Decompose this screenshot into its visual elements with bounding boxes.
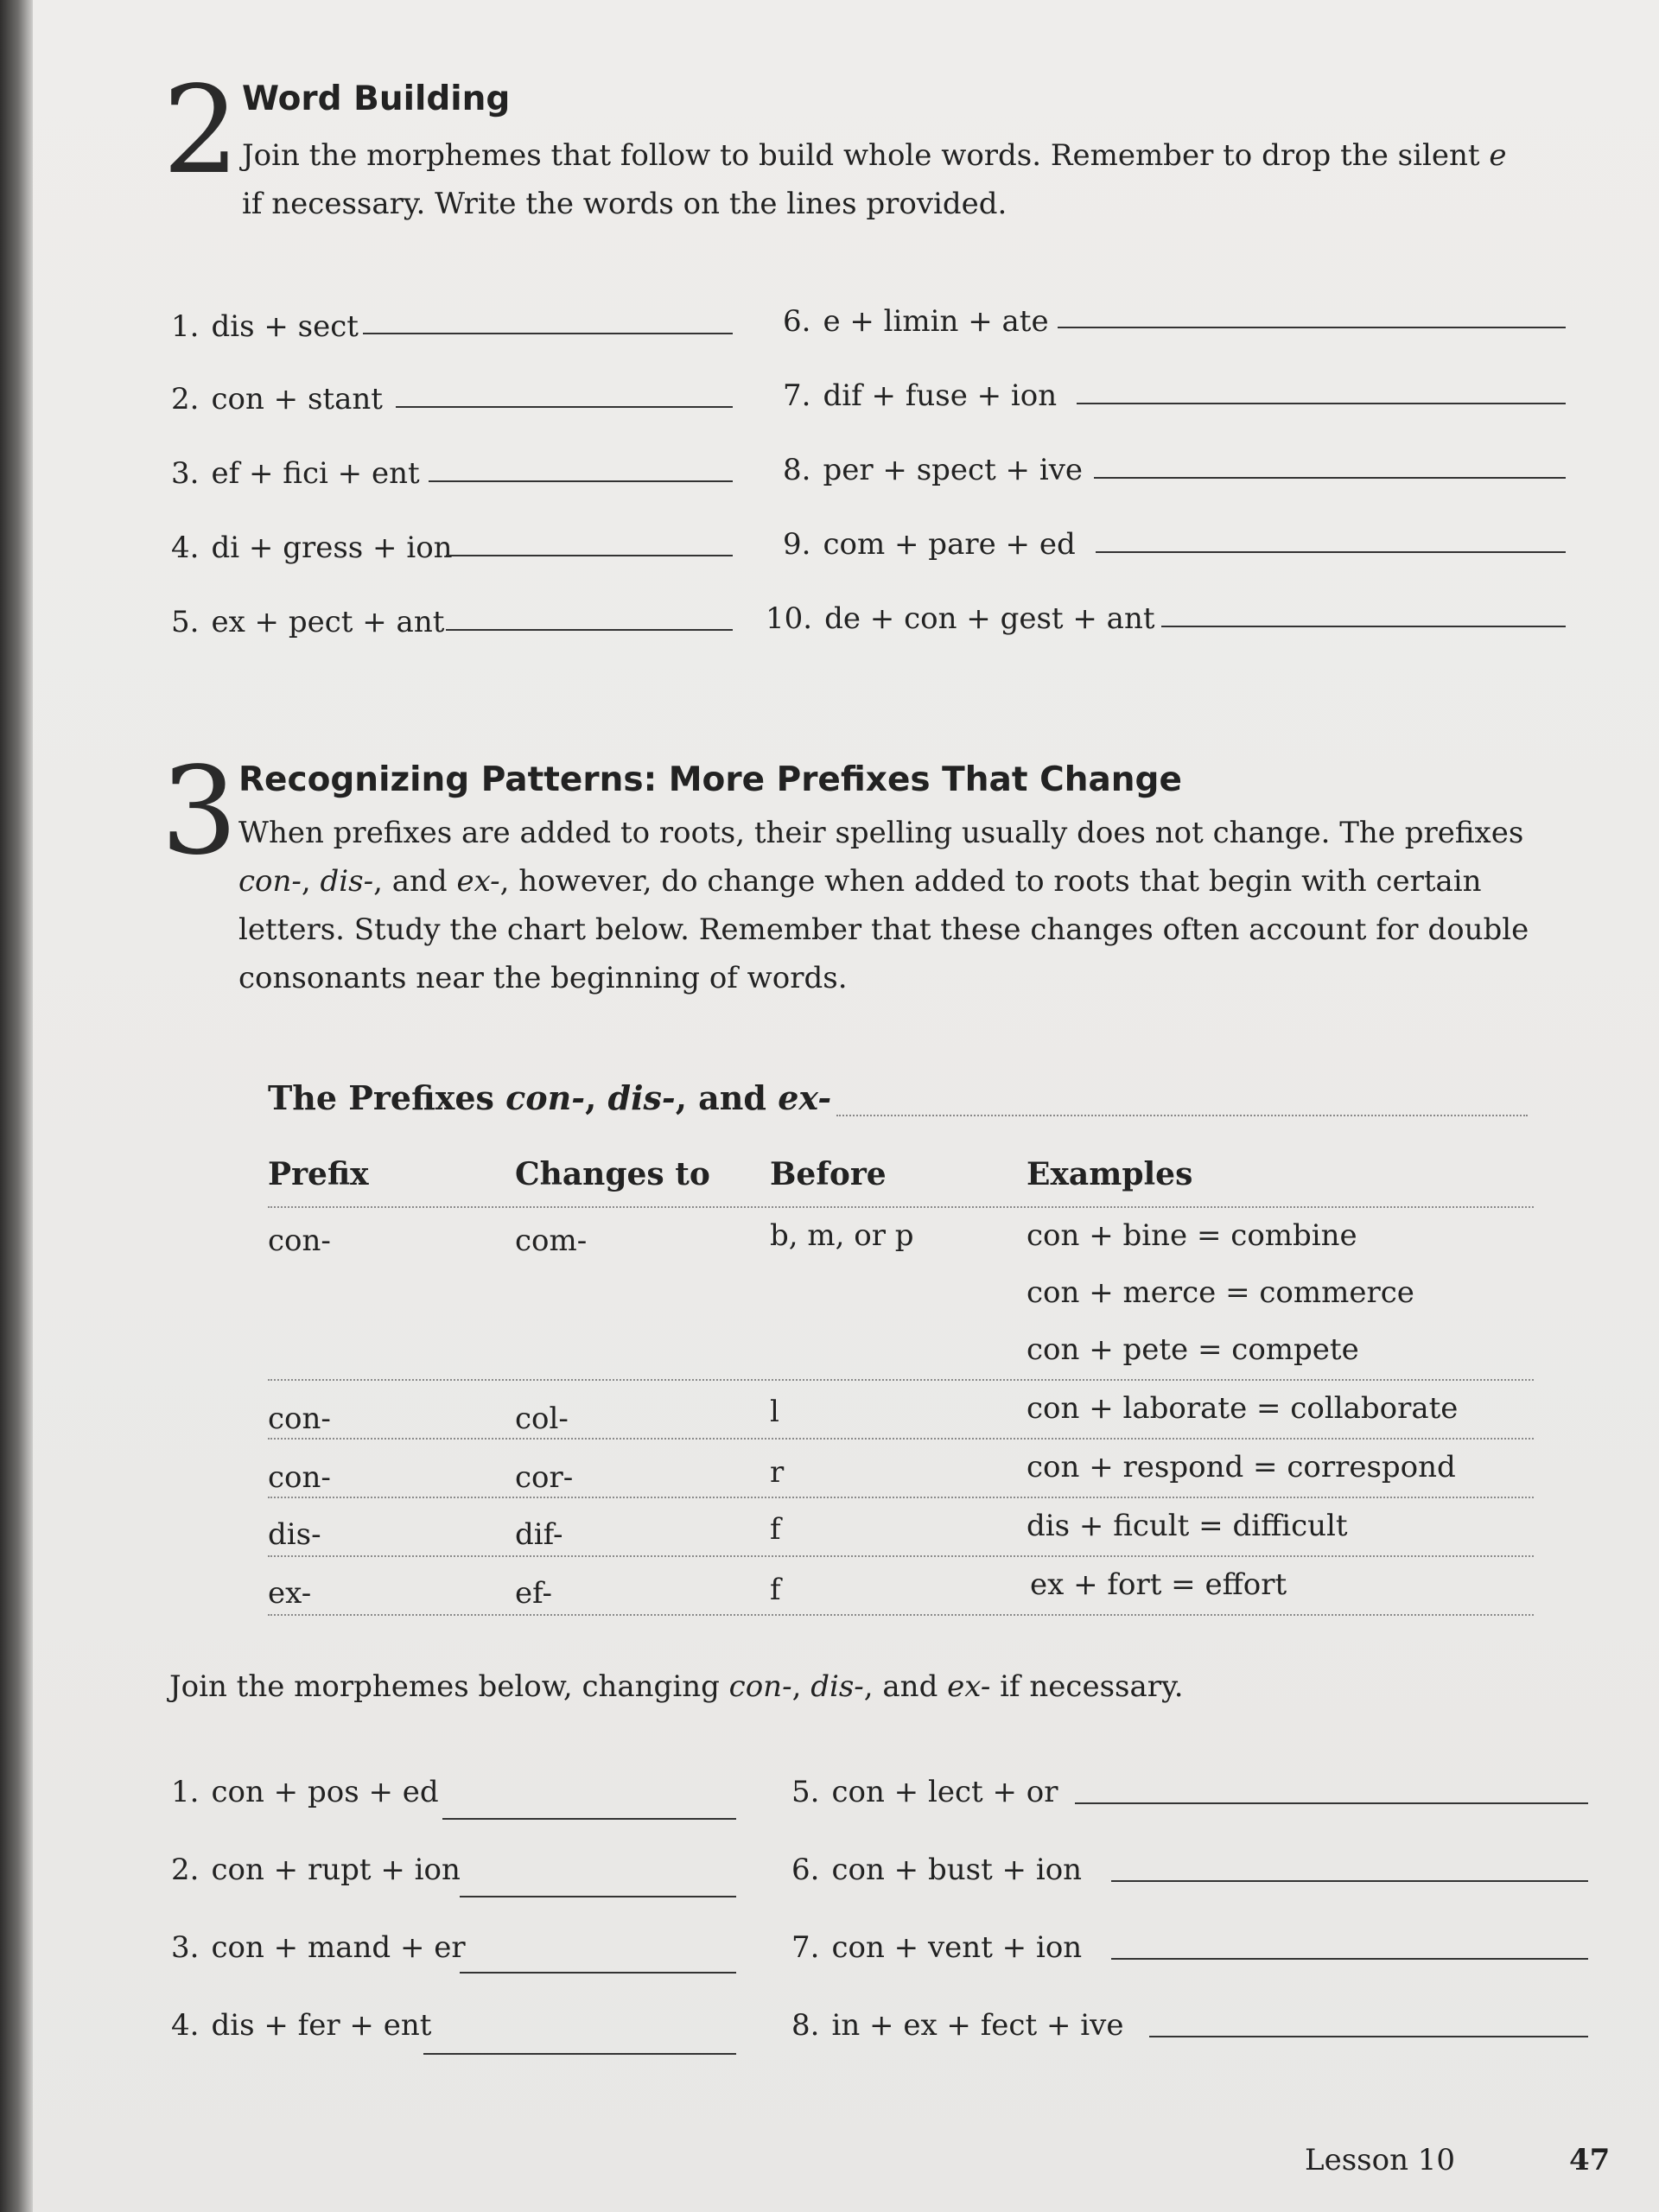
answer-line-3[interactable] <box>429 480 733 482</box>
row-3-example-1: con + respond = correspond <box>1027 1450 1456 1484</box>
prefix-item-8: 8. in + ex + fect + ive <box>791 2008 1124 2043</box>
prefix-answer-line-4[interactable] <box>423 2053 736 2055</box>
table-bottom-rule <box>268 1614 1534 1616</box>
word-building-item-3: 3. ef + fici + ent <box>171 456 420 491</box>
word-building-item-7: 7. dif + fuse + ion <box>783 378 1058 413</box>
prefix-answer-line-5[interactable] <box>1075 1802 1588 1804</box>
prefix-item-3: 3. con + mand + er <box>171 1930 466 1965</box>
prefix-answer-line-6[interactable] <box>1111 1880 1588 1882</box>
row-4-example-1: dis + ficult = difficult <box>1027 1509 1348 1543</box>
join-instructions: Join the morphemes below, changing con-, dis-, and ex- if necessary. <box>169 1669 1184 1704</box>
table-header-rule <box>268 1206 1534 1208</box>
answer-line-10[interactable] <box>1161 626 1566 627</box>
row-1-prefix: con- <box>268 1224 331 1258</box>
prefix-item-1: 1. con + pos + ed <box>171 1775 439 1809</box>
header-before: Before <box>770 1156 887 1192</box>
row-2-prefix: con- <box>268 1402 331 1436</box>
answer-line-4[interactable] <box>446 555 733 556</box>
prefix-answer-line-1[interactable] <box>442 1818 736 1820</box>
table-row-rule-2 <box>268 1438 1534 1440</box>
row-1-before: b, m, or p <box>770 1218 914 1253</box>
row-2-before: l <box>770 1395 779 1429</box>
word-building-item-10: 10. de + con + gest + ant <box>766 601 1155 636</box>
prefix-answer-line-3[interactable] <box>460 1972 736 1974</box>
row-1-example-1: con + bine = combine <box>1027 1218 1357 1253</box>
book-spine-shadow <box>0 0 33 2212</box>
section-2-title: Word Building <box>242 79 511 118</box>
row-5-before: f <box>770 1573 781 1607</box>
prefix-answer-line-8[interactable] <box>1149 2036 1588 2037</box>
word-building-item-1: 1. dis + sect <box>171 309 359 344</box>
section-2-instructions: Join the morphemes that follow to build whole words. Remember to drop the silent e if necessary. Write the words on the lines provided. <box>242 138 1507 221</box>
row-5-prefix: ex- <box>268 1576 312 1611</box>
answer-line-8[interactable] <box>1094 477 1566 479</box>
header-changes-to: Changes to <box>515 1156 710 1192</box>
word-building-item-5: 5. ex + pect + ant <box>171 605 445 639</box>
prefix-item-2: 2. con + rupt + ion <box>171 1853 461 1887</box>
row-2-example-1: con + laborate = collaborate <box>1027 1391 1459 1426</box>
word-building-item-2: 2. con + stant <box>171 382 383 416</box>
word-building-item-6: 6. e + limin + ate <box>783 304 1049 339</box>
answer-line-7[interactable] <box>1077 403 1566 404</box>
prefix-item-5: 5. con + lect + or <box>791 1775 1058 1809</box>
row-1-changes-to: com- <box>515 1224 588 1258</box>
row-4-before: f <box>770 1512 781 1547</box>
word-building-item-8: 8. per + spect + ive <box>783 453 1084 487</box>
table-row-rule-4 <box>268 1555 1534 1557</box>
header-prefix: Prefix <box>268 1156 369 1192</box>
table-row-rule-1 <box>268 1379 1534 1381</box>
section-3-number: 3 <box>161 741 238 882</box>
word-building-item-4: 4. di + gress + ion <box>171 531 453 565</box>
row-4-prefix: dis- <box>268 1517 321 1552</box>
row-4-changes-to: dif- <box>515 1517 563 1552</box>
section-2-number: 2 <box>162 60 240 201</box>
prefix-answer-line-2[interactable] <box>460 1896 736 1897</box>
section-3-intro: When prefixes are added to roots, their spelling usually does not change. The prefixes con-, dis-, and ex-, however, do change when added to roots that begin with certain letters. Study the chart below. Remember that these changes often account for double consonants near the beginning of words. <box>238 816 1529 995</box>
lesson-label: Lesson 10 <box>1305 2143 1456 2177</box>
section-3-title: Recognizing Patterns: More Prefixes That Change <box>238 760 1182 799</box>
prefix-item-4: 4. dis + fer + ent <box>171 2008 432 2043</box>
answer-line-9[interactable] <box>1096 551 1566 553</box>
row-1-example-3: con + pete = compete <box>1027 1332 1359 1367</box>
prefix-answer-line-7[interactable] <box>1111 1958 1588 1960</box>
row-1-example-2: con + merce = commerce <box>1027 1275 1414 1310</box>
answer-line-6[interactable] <box>1058 327 1566 328</box>
row-3-before: r <box>770 1455 785 1490</box>
answer-line-1[interactable] <box>363 333 733 334</box>
answer-line-5[interactable] <box>446 629 733 631</box>
page-number: 47 <box>1569 2143 1611 2177</box>
table-row-rule-3 <box>268 1497 1534 1498</box>
prefix-item-6: 6. con + bust + ion <box>791 1853 1083 1887</box>
row-3-changes-to: cor- <box>515 1460 574 1495</box>
prefix-item-7: 7. con + vent + ion <box>791 1930 1083 1965</box>
chart-title: The Prefixes con-, dis-, and ex- <box>268 1078 832 1117</box>
word-building-item-9: 9. com + pare + ed <box>783 527 1076 562</box>
row-2-changes-to: col- <box>515 1402 569 1436</box>
row-3-prefix: con- <box>268 1460 331 1495</box>
workbook-page <box>33 0 1659 2212</box>
row-5-example-1: ex + fort = effort <box>1030 1567 1287 1602</box>
row-5-changes-to: ef- <box>515 1576 552 1611</box>
chart-title-rule <box>836 1115 1528 1116</box>
header-examples: Examples <box>1027 1156 1193 1192</box>
answer-line-2[interactable] <box>396 406 733 408</box>
